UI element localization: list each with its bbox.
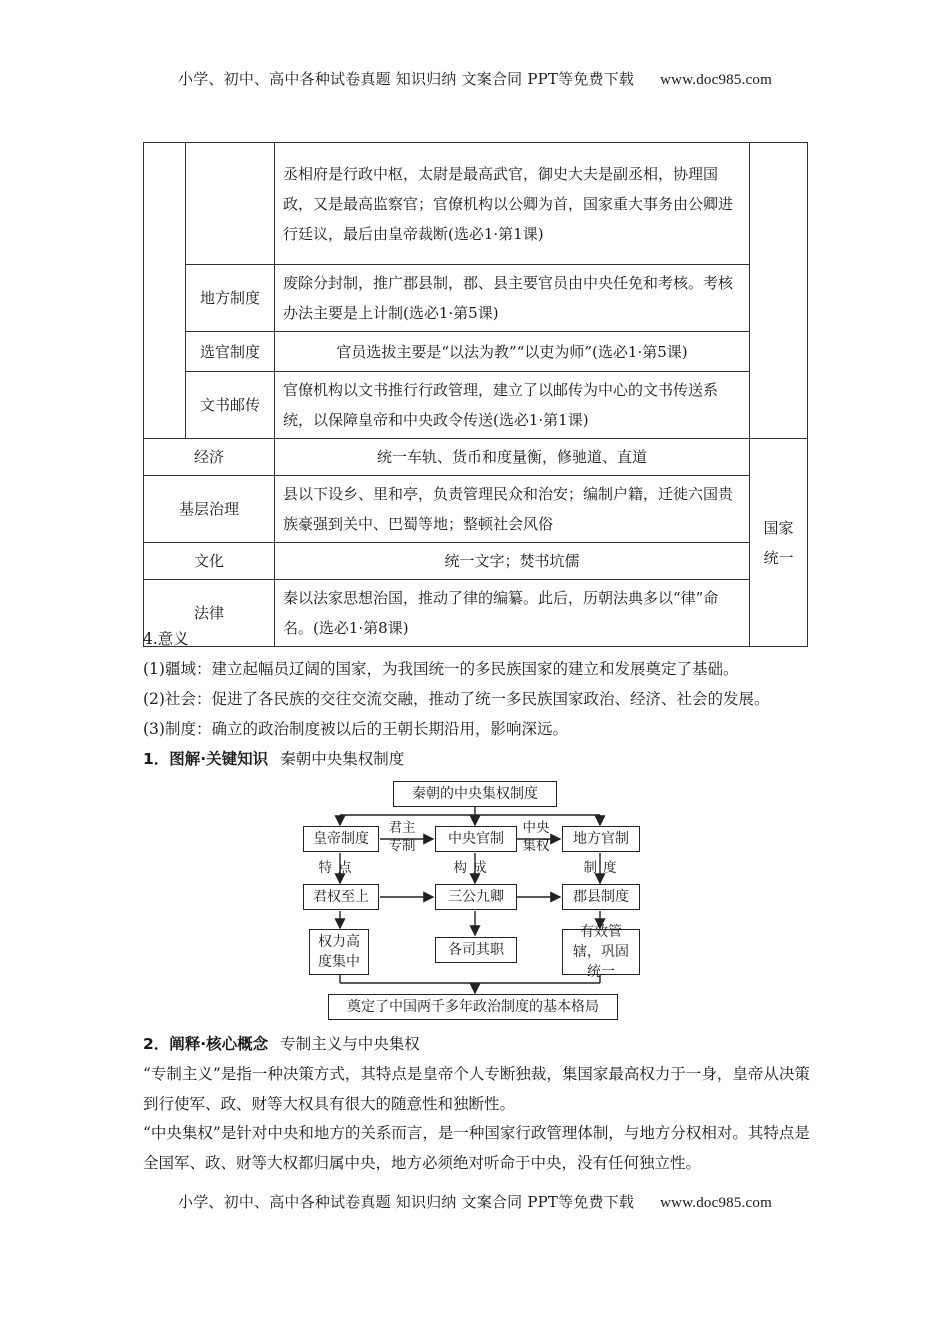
diagram-box-central: 中央官制 bbox=[435, 826, 517, 852]
table-row bbox=[144, 439, 808, 476]
paragraph-centralization: “中央集权”是针对中央和地方的关系而言，是一种国家行政管理体制，与地方分权相对。其特点是全国军、政、财等大权都归属中央，地方必须绝对听命于中央，没有任何独立性。 bbox=[143, 1124, 810, 1172]
centralization-diagram bbox=[285, 775, 665, 1025]
edge-label-compose: 构成 bbox=[453, 860, 493, 876]
table-label: 经济 bbox=[144, 439, 275, 476]
table-cell: 废除分封制，推广郡县制，郡、县主要官员由中央任免和考核。考核办法主要是上计制(选必1·第5课) bbox=[275, 265, 750, 332]
paragraph-autocracy: “专制主义”是指一种决策方式，其特点是皇帝个人专断独裁，集国家最高权力于一身，皇帝从决策到行使军、政、财等大权具有很大的随意性和独断性。 bbox=[143, 1065, 810, 1113]
diagram-box-counties: 郡县制度 bbox=[562, 884, 640, 910]
table-cell-blank bbox=[144, 143, 186, 439]
table-label: 选官制度 bbox=[186, 332, 275, 372]
table-row bbox=[144, 265, 808, 332]
footer-site: www.doc985.com bbox=[660, 1195, 772, 1211]
table-label: 地方制度 bbox=[186, 265, 275, 332]
table-cell-blank bbox=[750, 143, 808, 439]
diagram-box-ministers: 三公九卿 bbox=[435, 884, 517, 910]
table-cell: 官僚机构以文书推行行政管理，建立了以邮传为中心的文书传送系统，以保障皇帝和中央政令传送(选必1·第1课) bbox=[275, 372, 750, 439]
table-cell-blank bbox=[186, 143, 275, 265]
heading-bold: 1．图解·关键知识 bbox=[143, 750, 269, 768]
table-label: 法律 bbox=[144, 580, 275, 647]
table-row bbox=[144, 476, 808, 543]
header-site: www.doc985.com bbox=[660, 72, 772, 88]
table-label: 基层治理 bbox=[144, 476, 275, 543]
table-label: 文书邮传 bbox=[186, 372, 275, 439]
diagram-box-emperor: 皇帝制度 bbox=[303, 826, 379, 852]
edge-label-feature: 特点 bbox=[318, 860, 358, 876]
meaning-item: (3)制度：确立的政治制度被以后的王朝长期沿用，影响深远。 bbox=[143, 720, 568, 738]
edge-label-centralization: 中央集权 bbox=[522, 820, 550, 854]
heading-text: 专制主义与中央集权 bbox=[280, 1035, 420, 1053]
table-row bbox=[144, 372, 808, 439]
table-row bbox=[144, 332, 808, 372]
meaning-section bbox=[143, 624, 823, 744]
edge-label-system: 制度 bbox=[583, 860, 623, 876]
table-cell: 县以下设乡、里和亭，负责管理民众和治安；编制户籍，迁徙六国贵族豪强到关中、巴蜀等地；整顿社会风俗 bbox=[275, 476, 750, 543]
table-cell: 丞相府是行政中枢，太尉是最高武官，御史大夫是副丞相，协理国政，又是最高监察官；官僚机构以公卿为首，国家重大事务由公卿进行廷议，最后由皇帝裁断(选必1·第1课) bbox=[275, 143, 750, 265]
meaning-title: 4.意义 bbox=[143, 630, 189, 648]
table-row bbox=[144, 143, 808, 265]
table-cell: 官员选拔主要是“以法为教”“以吏为师”(选必1·第5课) bbox=[275, 332, 750, 372]
header-text: 小学、初中、高中各种试卷真题 知识归纳 文案合同 PPT等免费下载 bbox=[178, 70, 635, 88]
edge-label-autocracy: 君主专制 bbox=[388, 820, 416, 854]
table-row bbox=[144, 543, 808, 580]
diagram-box-duties: 各司其职 bbox=[435, 937, 517, 963]
footer-text: 小学、初中、高中各种试卷真题 知识归纳 文案合同 PPT等免费下载 bbox=[178, 1193, 635, 1211]
diagram-box-supreme: 君权至上 bbox=[303, 884, 379, 910]
diagram-box-top: 秦朝的中央集权制度 bbox=[393, 781, 557, 807]
section-heading-concept bbox=[143, 1032, 420, 1054]
heading-bold: 2．阐释·核心概念 bbox=[143, 1035, 269, 1053]
section-heading-diagram bbox=[143, 747, 404, 769]
policy-table bbox=[143, 142, 808, 647]
page-header bbox=[0, 68, 950, 89]
heading-text: 秦朝中央集权制度 bbox=[280, 750, 405, 768]
diagram-box-governance: 有效管辖，巩固统一 bbox=[562, 929, 640, 975]
table-cell: 统一车轨、货币和度量衡，修驰道、直道 bbox=[275, 439, 750, 476]
diagram-box-bottom: 奠定了中国两千多年政治制度的基本格局 bbox=[328, 994, 618, 1020]
table-cell: 秦以法家思想治国，推动了律的编纂。此后，历朝法典多以“律”命名。(选必1·第8课) bbox=[275, 580, 750, 647]
table-cell: 统一文字；焚书坑儒 bbox=[275, 543, 750, 580]
diagram-box-concentration: 权力高度集中 bbox=[309, 929, 369, 975]
table-right-label: 国家统一 bbox=[750, 439, 808, 647]
meaning-item: (2)社会：促进了各民族的交往交流交融，推动了统一多民族国家政治、经济、社会的发展。 bbox=[143, 690, 770, 708]
meaning-item: (1)疆域：建立起幅员辽阔的国家，为我国统一的多民族国家的建立和发展奠定了基础。 bbox=[143, 660, 739, 678]
table-label: 文化 bbox=[144, 543, 275, 580]
diagram-box-local: 地方官制 bbox=[562, 826, 640, 852]
page-footer bbox=[0, 1191, 950, 1212]
